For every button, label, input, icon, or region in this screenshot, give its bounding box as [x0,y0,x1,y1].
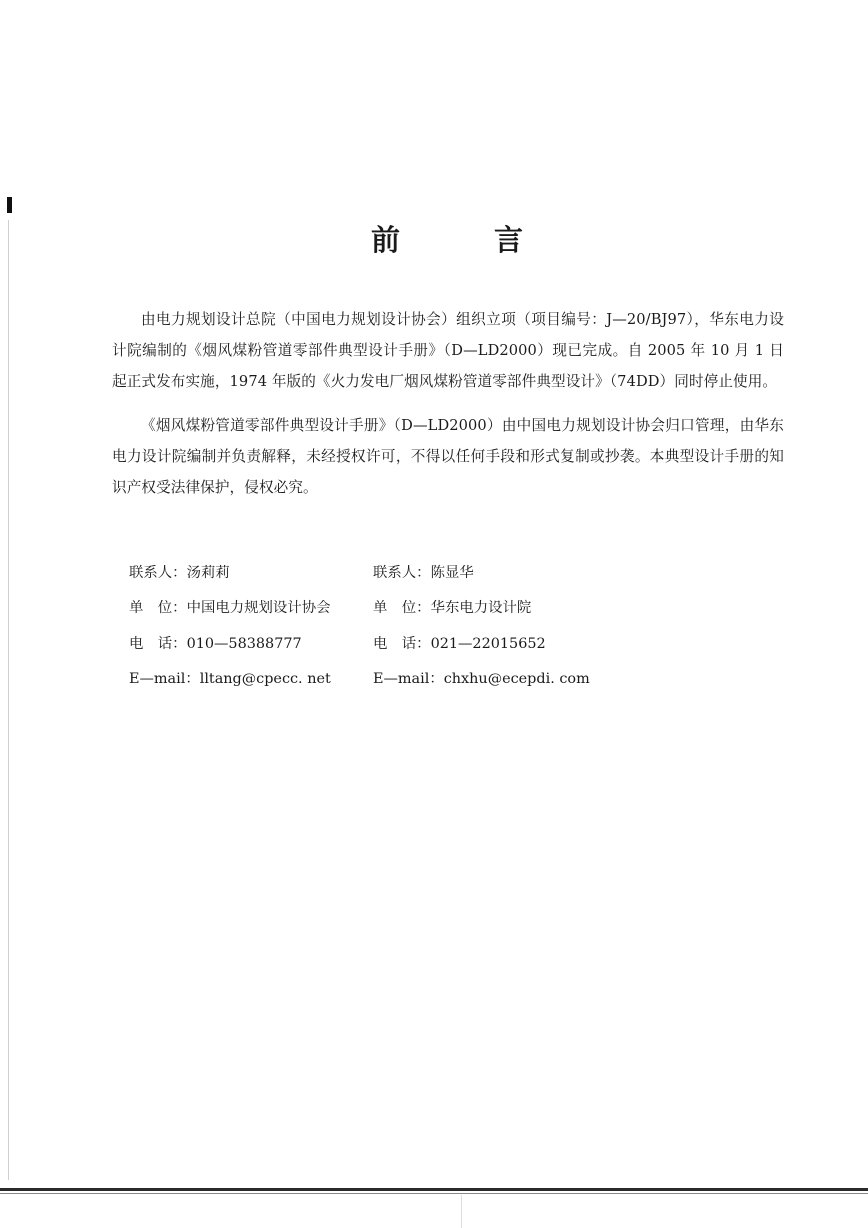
page-edge-line [8,220,9,1180]
contact-right-person: 联系人：陈显华 [373,565,474,581]
title-char-2: 言 [494,223,524,257]
contact-left-person: 联系人：汤莉莉 [129,565,230,581]
preface-paragraph-1: 由电力规划设计总院（中国电力规划设计协会）组织立项（项目编号：J—20/BJ97），华东电力设计院编制的《烟风煤粉管道零部件典型设计手册》（D—LD2000）现已完成。自 2005 年 10 月 1 日起正式发布实施，1974 年版的《火力发电厂烟风煤粉管道零部件典型设计》（74DD）同时停止使用。 [112,311,784,390]
contact-left-email: E—mail：lltang@cpecc. net [129,671,331,687]
title-char-1: 前 [371,223,401,257]
contact-right-email: E—mail：chxhu@ecepdi. com [373,671,590,687]
contact-right-phone: 电 话：021—22015652 [373,636,546,652]
scan-artifact-mark [7,197,12,213]
scan-crease-line [461,1195,462,1228]
contact-right-unit: 单 位：华东电力设计院 [373,600,532,616]
page-title [0,218,868,258]
contact-left-unit: 单 位：中国电力规划设计协会 [129,600,331,616]
bottom-border-line-thin [0,1193,868,1194]
bottom-border-line [0,1188,868,1191]
preface-paragraph-2: 《烟风煤粉管道零部件典型设计手册》（D—LD2000）由中国电力规划设计协会归口管理，由华东电力设计院编制并负责解释，未经授权许可，不得以任何手段和形式复制或抄袭。本典型设计手册的知识产权受法律保护，侵权必究。 [112,417,784,496]
contact-left-phone: 电 话：010—58388777 [129,636,302,652]
